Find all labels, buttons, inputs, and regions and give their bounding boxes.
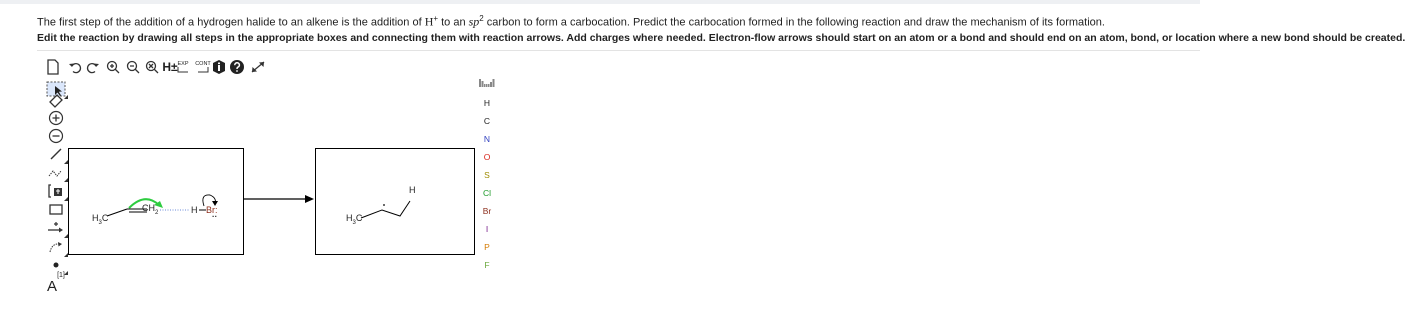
element-br[interactable]: Br <box>482 206 492 216</box>
undo-button[interactable] <box>67 55 83 79</box>
reactant-methyl-group: $H_3C$ <box>92 213 109 226</box>
product-box[interactable] <box>315 148 475 255</box>
question-text: The first step of the addition of a hydrogen halide to an alkene is the addition of H+ to an $sp^2$ carbon to form a carbocation. Predict the carbocation formed in the following reaction and draw the mechanism of its formation. <box>37 14 1105 29</box>
expand-button[interactable]: EXP <box>173 55 193 79</box>
element-f[interactable]: F <box>484 260 490 270</box>
periodic-table-button[interactable] <box>478 78 496 90</box>
info-icon <box>213 60 225 74</box>
curved-arrow-icon <box>47 239 65 255</box>
minus-charge-icon <box>48 128 64 144</box>
new-document-button[interactable] <box>44 55 62 79</box>
periodic-table-icon <box>479 78 495 88</box>
element-n[interactable]: N <box>483 134 491 144</box>
clear-icon <box>144 59 160 75</box>
fullscreen-icon <box>250 60 266 74</box>
product-bonds <box>316 149 474 254</box>
contract-button[interactable]: CONT <box>192 55 214 79</box>
eraser-icon <box>47 92 65 108</box>
element-cl[interactable]: Cl <box>482 188 492 198</box>
top-divider <box>0 0 1200 4</box>
plus-charge-icon <box>48 110 64 126</box>
text-tool[interactable] <box>42 270 70 296</box>
chain-icon <box>47 165 65 179</box>
zoom-in-icon <box>105 59 121 75</box>
undo-icon <box>68 60 82 74</box>
reactant-br-atom: Br: <box>206 205 218 215</box>
redo-icon <box>86 60 100 74</box>
element-i[interactable]: I <box>485 224 489 234</box>
element-p[interactable]: P <box>484 242 490 252</box>
reaction-arrow-icon <box>46 220 66 236</box>
element-c[interactable]: C <box>483 116 491 126</box>
h-toggle-button[interactable]: H± <box>162 60 178 74</box>
text-tool-label: A <box>46 278 57 295</box>
element-s[interactable]: S <box>484 170 490 180</box>
help-icon <box>230 60 244 74</box>
reactant-box[interactable] <box>68 148 244 255</box>
new-document-icon <box>46 59 60 75</box>
instructions-text: Edit the reaction by drawing all steps in the appropriate boxes and connecting them with reaction arrows. Add charges where needed. Electron-flow arrows should start on an atom or a bond and should end on an atom, bond, or location where a new bond should be created. <box>37 32 1405 44</box>
element-h[interactable]: H <box>483 98 491 108</box>
element-o[interactable]: O <box>483 152 491 162</box>
zoom-in-button[interactable] <box>104 55 122 79</box>
product-methyl-group: $H_3C$ <box>346 213 363 226</box>
zoom-out-icon <box>125 59 141 75</box>
atom-map-label: [1] <box>57 272 65 279</box>
redo-button[interactable] <box>85 55 101 79</box>
expand-icon <box>177 67 189 73</box>
clear-button[interactable] <box>143 55 161 79</box>
bracket-icon <box>47 183 65 199</box>
reactant-h-atom: H <box>191 205 198 215</box>
info-button[interactable] <box>211 55 227 79</box>
contract-icon <box>197 67 209 73</box>
reaction-arrow[interactable] <box>243 194 315 204</box>
help-button[interactable] <box>228 55 246 79</box>
reactant-bonds <box>69 149 243 254</box>
single-bond-icon <box>48 146 64 162</box>
product-h-atom: H <box>409 185 416 195</box>
reactant-ch2-group: $CH_2$ <box>142 203 159 216</box>
fullscreen-button[interactable] <box>248 55 268 79</box>
rectangle-icon <box>48 202 64 216</box>
zoom-out-button[interactable] <box>124 55 142 79</box>
bromine-lone-pair: ·· <box>212 212 218 221</box>
